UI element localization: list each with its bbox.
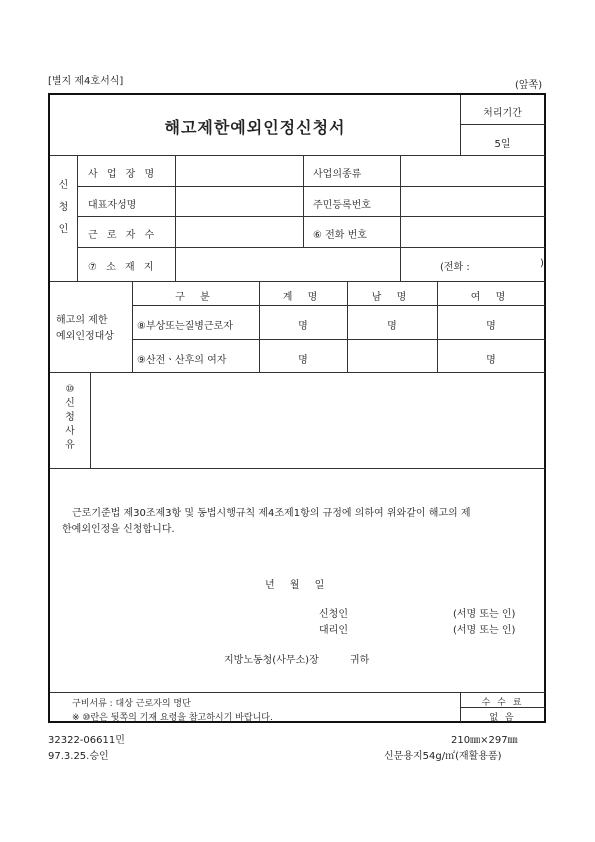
addressee-honorific: 귀하: [350, 655, 370, 666]
target-header-female: 여 명: [470, 292, 512, 303]
agent-label: 대리인: [319, 625, 348, 636]
target-row-total[interactable]: 명: [298, 355, 308, 366]
target-header-total: 계 명: [282, 292, 324, 303]
target-row-male[interactable]: 명: [387, 321, 397, 332]
form-code: 32322-06611민: [48, 735, 125, 746]
business-type-label: 사업의종류: [313, 169, 362, 180]
target-header-male: 남 명: [371, 292, 413, 303]
reason-label: ⑩ 신 청 사 유: [65, 384, 75, 451]
reason-field[interactable]: [92, 374, 544, 466]
worker-count-label: 근 로 자 수: [88, 230, 158, 241]
applicant-label: 신청인: [319, 609, 348, 620]
target-row-female[interactable]: 명: [486, 355, 496, 366]
application-date: 년 월 일: [265, 580, 325, 591]
location-label: ⑦ 소 재 지: [88, 262, 157, 273]
phone-label: ⑥ 전화 번호: [313, 230, 367, 241]
addressee: 지방노동청(사무소)장: [224, 655, 319, 666]
target-row-total[interactable]: 명: [298, 321, 308, 332]
processing-period-value: 5일: [494, 139, 511, 150]
business-name-field[interactable]: [176, 157, 302, 185]
statement-line-2: 한예외인정을 신청합니다.: [62, 524, 175, 535]
target-label: 해고의 제한 예외인정대상: [56, 315, 114, 342]
business-name-label: 사 업 장 명: [88, 169, 158, 180]
location-phone-close: ): [540, 258, 544, 269]
paper-spec: 신문용지54g/㎡(재활용품): [384, 751, 502, 762]
resident-number-label: 주민등록번호: [313, 200, 371, 211]
fee-value: 없 음: [489, 713, 516, 723]
location-field[interactable]: [176, 249, 399, 280]
target-row-label: ⑨산전ㆍ산후의 여자: [137, 355, 227, 366]
agent-signature[interactable]: (서명 또는 인): [453, 625, 516, 636]
target-header-category: 구 분: [175, 292, 216, 303]
form-title: 해고제한예외인정신청서: [164, 118, 346, 137]
applicant-group-label: 신 청 인: [58, 180, 69, 235]
fee-label: 수 수 료: [481, 698, 524, 708]
form-number-label: [별지 제4호서식]: [48, 76, 124, 87]
business-type-field[interactable]: [401, 157, 544, 185]
target-row-female[interactable]: 명: [486, 321, 496, 332]
representative-label: 대표자성명: [88, 200, 137, 211]
worker-count-field[interactable]: [176, 218, 302, 246]
target-row-label: ⑧부상또는질병근로자: [137, 321, 233, 332]
required-documents: 구비서류 : 대상 근로자의 명단: [72, 699, 191, 709]
footnote: ※ ⑩란은 뒷쪽의 기재 요령을 참고하시기 바랍니다.: [72, 713, 273, 723]
statement-line-1: 근로기준법 제30조제3항 및 동법시행규칙 제4조제1항의 규정에 의하여 위와같이 해고의 제: [72, 508, 471, 519]
resident-number-field[interactable]: [401, 188, 544, 215]
processing-period-label: 처리기간: [483, 108, 522, 119]
page-side-label: (앞쪽): [515, 80, 543, 91]
paper-size: 210㎜×297㎜: [451, 735, 518, 746]
representative-field[interactable]: [176, 188, 302, 215]
approval-date: 97.3.25.승인: [48, 751, 109, 762]
location-phone-open: (전화 :: [440, 262, 470, 273]
phone-field[interactable]: [401, 218, 544, 246]
applicant-signature[interactable]: (서명 또는 인): [453, 609, 516, 620]
